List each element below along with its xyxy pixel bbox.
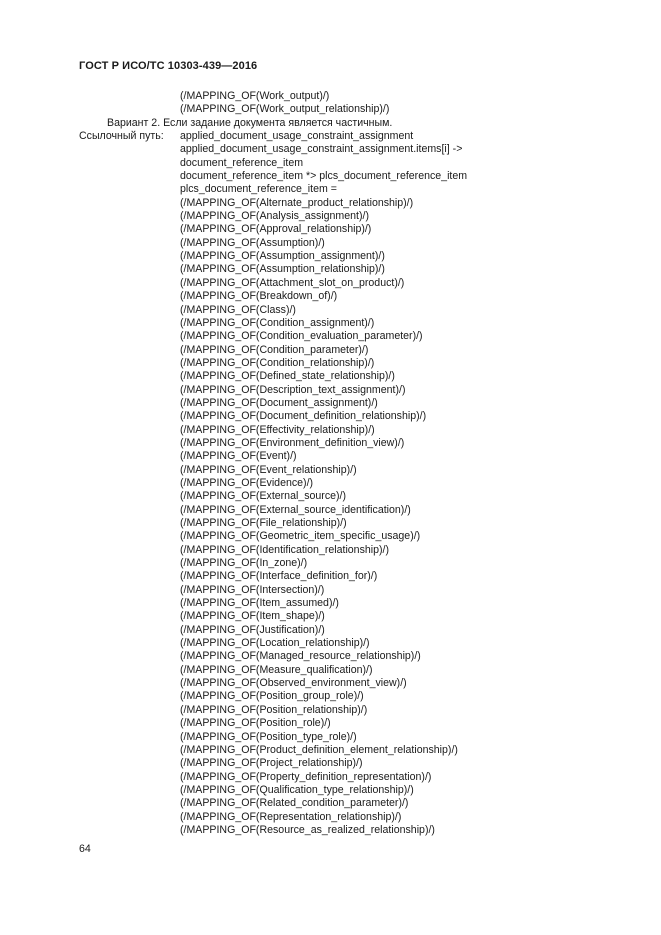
text-line bbox=[0, 277, 661, 290]
text-line bbox=[0, 130, 661, 143]
reference-path-line: (/MAPPING_OF(Document_assignment)/) bbox=[180, 396, 378, 409]
text-line bbox=[0, 704, 661, 717]
text-line bbox=[0, 677, 661, 690]
mapping-line: (/MAPPING_OF(Work_output_relationship)/) bbox=[180, 103, 390, 116]
text-line bbox=[0, 650, 661, 663]
text-line bbox=[0, 250, 661, 263]
reference-path-line: (/MAPPING_OF(In_zone)/) bbox=[180, 557, 308, 570]
text-line bbox=[0, 183, 661, 196]
text-line bbox=[0, 624, 661, 637]
text-line bbox=[0, 664, 661, 677]
reference-path-line: (/MAPPING_OF(Assumption_relationship)/) bbox=[180, 263, 385, 276]
text-line bbox=[0, 811, 661, 824]
text-line bbox=[0, 223, 661, 236]
text-line bbox=[0, 170, 661, 183]
reference-path-line: (/MAPPING_OF(Project_relationship)/) bbox=[180, 757, 363, 770]
reference-path-line: (/MAPPING_OF(Defined_state_relationship)/) bbox=[180, 370, 395, 383]
reference-path-line: (/MAPPING_OF(Assumption_assignment)/) bbox=[180, 250, 385, 263]
text-line bbox=[0, 410, 661, 423]
reference-path-line: (/MAPPING_OF(Description_text_assignment)/) bbox=[180, 383, 406, 396]
text-line bbox=[0, 424, 661, 437]
text-line bbox=[0, 464, 661, 477]
text-line bbox=[0, 384, 661, 397]
reference-path-line: (/MAPPING_OF(Item_shape)/) bbox=[180, 610, 325, 623]
reference-path-line: (/MAPPING_OF(Environment_definition_view)/) bbox=[180, 436, 405, 449]
reference-path-line: (/MAPPING_OF(Class)/) bbox=[180, 303, 296, 316]
text-line bbox=[0, 570, 661, 583]
reference-path-line: (/MAPPING_OF(Condition_parameter)/) bbox=[180, 343, 369, 356]
text-line bbox=[0, 517, 661, 530]
reference-path-line: (/MAPPING_OF(External_source)/) bbox=[180, 490, 347, 503]
text-line bbox=[0, 584, 661, 597]
reference-path-line: (/MAPPING_OF(Representation_relationship)/) bbox=[180, 810, 402, 823]
reference-path-line: (/MAPPING_OF(Event_relationship)/) bbox=[180, 463, 357, 476]
text-line bbox=[0, 117, 661, 130]
reference-path-line: (/MAPPING_OF(Assumption)/) bbox=[180, 236, 325, 249]
text-line bbox=[0, 237, 661, 250]
text-line bbox=[0, 731, 661, 744]
text-line bbox=[0, 317, 661, 330]
text-line bbox=[0, 744, 661, 757]
reference-path-line: (/MAPPING_OF(Position_role)/) bbox=[180, 717, 331, 730]
reference-path-line: (/MAPPING_OF(Approval_relationship)/) bbox=[180, 223, 372, 236]
text-line bbox=[0, 490, 661, 503]
reference-path-line: (/MAPPING_OF(Measure_qualification)/) bbox=[180, 663, 373, 676]
text-line bbox=[0, 344, 661, 357]
reference-path-line: (/MAPPING_OF(File_relationship)/) bbox=[180, 517, 347, 529]
text-line bbox=[0, 530, 661, 543]
reference-path-line: (/MAPPING_OF(Item_assumed)/) bbox=[180, 597, 339, 610]
text-line bbox=[0, 197, 661, 210]
reference-path-line: plcs_document_reference_item = bbox=[180, 183, 337, 196]
text-line bbox=[0, 290, 661, 303]
text-line bbox=[0, 544, 661, 557]
text-line bbox=[0, 437, 661, 450]
text-line bbox=[0, 397, 661, 410]
text-line bbox=[0, 771, 661, 784]
reference-path-line: document_reference_item bbox=[180, 156, 304, 169]
text-line bbox=[0, 263, 661, 276]
mapping-line: (/MAPPING_OF(Work_output)/) bbox=[180, 90, 330, 102]
reference-path-line: (/MAPPING_OF(Geometric_item_specific_usage)/) bbox=[180, 530, 421, 543]
reference-path-line: (/MAPPING_OF(Position_group_role)/) bbox=[180, 690, 364, 703]
text-line bbox=[0, 370, 661, 383]
reference-path-line: (/MAPPING_OF(Breakdown_of)/) bbox=[180, 290, 338, 303]
reference-path-line: (/MAPPING_OF(Interface_definition_for)/) bbox=[180, 570, 378, 583]
reference-path-line: applied_document_usage_constraint_assignment bbox=[180, 130, 414, 143]
text-line bbox=[0, 143, 661, 156]
text-line bbox=[0, 797, 661, 810]
reference-path-line: (/MAPPING_OF(Alternate_product_relationship)/) bbox=[180, 196, 414, 209]
text-line bbox=[0, 690, 661, 703]
text-line bbox=[0, 330, 661, 343]
reference-path-line: (/MAPPING_OF(Qualification_type_relationship)/) bbox=[180, 783, 414, 796]
reference-path-line: (/MAPPING_OF(Condition_assignment)/) bbox=[180, 316, 375, 329]
text-line bbox=[0, 210, 661, 223]
reference-path-line: (/MAPPING_OF(Attachment_slot_on_product)/) bbox=[180, 276, 405, 289]
reference-path-label: Ссылочный путь: bbox=[79, 130, 164, 143]
reference-path-line: (/MAPPING_OF(Effectivity_relationship)/) bbox=[180, 423, 375, 436]
text-line bbox=[0, 157, 661, 170]
reference-path-line: (/MAPPING_OF(Document_definition_relationship)/) bbox=[180, 410, 427, 423]
text-line bbox=[0, 757, 661, 770]
text-line bbox=[0, 504, 661, 517]
reference-path-line: (/MAPPING_OF(Resource_as_realized_relationship)/) bbox=[180, 823, 435, 836]
reference-path-line: (/MAPPING_OF(Identification_relationship)/) bbox=[180, 543, 390, 556]
text-line bbox=[0, 610, 661, 623]
text-line bbox=[0, 717, 661, 730]
reference-path-line: (/MAPPING_OF(External_source_identification)/) bbox=[180, 503, 411, 516]
reference-path-line: (/MAPPING_OF(Property_definition_representation)/) bbox=[180, 770, 432, 783]
text-line bbox=[0, 304, 661, 317]
text-line bbox=[0, 784, 661, 797]
reference-path-line: document_reference_item *> plcs_document_reference_item bbox=[180, 170, 468, 183]
reference-path-line: (/MAPPING_OF(Position_type_role)/) bbox=[180, 730, 357, 743]
reference-path-line: (/MAPPING_OF(Observed_environment_view)/) bbox=[180, 677, 407, 690]
text-line bbox=[0, 450, 661, 463]
mapping-text-block bbox=[0, 90, 661, 837]
text-line bbox=[0, 477, 661, 490]
reference-path-line: (/MAPPING_OF(Justification)/) bbox=[180, 623, 325, 636]
reference-path-line: (/MAPPING_OF(Intersection)/) bbox=[180, 583, 325, 596]
text-line bbox=[0, 824, 661, 837]
reference-path-line: (/MAPPING_OF(Related_condition_parameter)/) bbox=[180, 797, 409, 810]
text-line bbox=[0, 90, 661, 103]
reference-path-line: (/MAPPING_OF(Event)/) bbox=[180, 450, 297, 463]
reference-path-line: (/MAPPING_OF(Evidence)/) bbox=[180, 476, 314, 489]
text-line bbox=[0, 637, 661, 650]
reference-path-line: (/MAPPING_OF(Managed_resource_relationship)/) bbox=[180, 650, 421, 663]
reference-path-line: (/MAPPING_OF(Condition_relationship)/) bbox=[180, 356, 375, 369]
page-number: 64 bbox=[79, 843, 91, 855]
text-line bbox=[0, 357, 661, 370]
reference-path-line: applied_document_usage_constraint_assignment.items[i] -> bbox=[180, 143, 463, 156]
text-line bbox=[0, 557, 661, 570]
text-line bbox=[0, 597, 661, 610]
reference-path-line: (/MAPPING_OF(Location_relationship)/) bbox=[180, 637, 370, 650]
variant-heading: Вариант 2. Если задание документа является частичным. bbox=[107, 116, 393, 129]
reference-path-line: (/MAPPING_OF(Condition_evaluation_parameter)/) bbox=[180, 330, 423, 343]
reference-path-line: (/MAPPING_OF(Product_definition_element_relationship)/) bbox=[180, 743, 458, 756]
document-header: ГОСТ Р ИСО/ТС 10303-439—2016 bbox=[79, 60, 258, 72]
text-line bbox=[0, 103, 661, 116]
reference-path-line: (/MAPPING_OF(Analysis_assignment)/) bbox=[180, 210, 369, 223]
reference-path-line: (/MAPPING_OF(Position_relationship)/) bbox=[180, 703, 368, 716]
